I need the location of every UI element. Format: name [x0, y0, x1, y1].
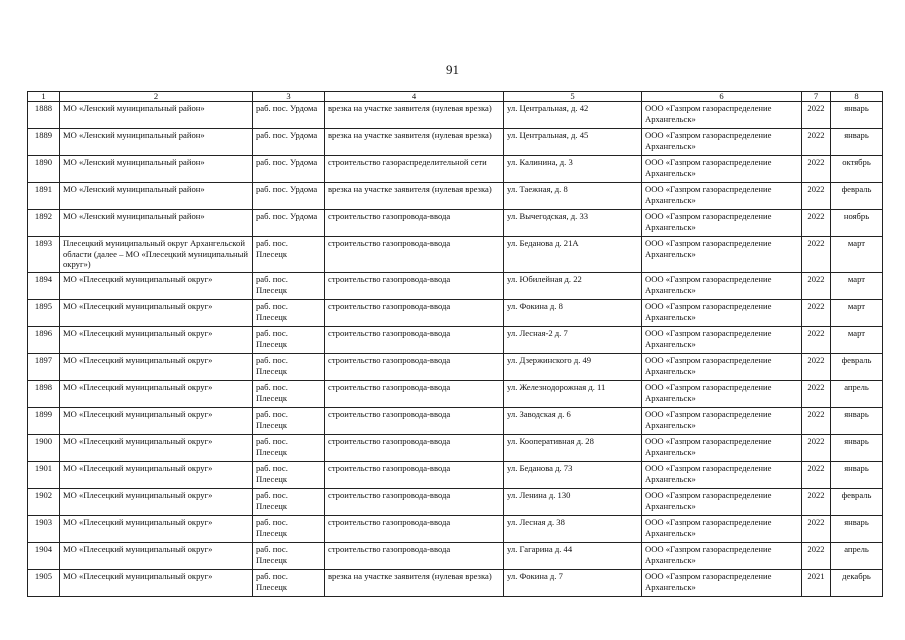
- address-cell: ул. Центральная, д. 45: [504, 129, 642, 156]
- data-table: [27, 91, 883, 597]
- municipality-cell: МО «Плесецкий муниципальный округ»: [60, 543, 253, 570]
- settlement-cell: раб. пос. Плесецк: [253, 327, 325, 354]
- table-header-row: [28, 92, 883, 102]
- row-number: 1898: [28, 381, 60, 408]
- address-cell: ул. Железнодорожная д. 11: [504, 381, 642, 408]
- year-cell: 2022: [802, 102, 831, 129]
- address-cell: ул. Заводская д. 6: [504, 408, 642, 435]
- municipality-cell: Плесецкий муниципальный округ Архангельской области (далее – МО «Плесецкий муниципальный округ»): [60, 237, 253, 273]
- address-cell: ул. Центральная, д. 42: [504, 102, 642, 129]
- row-number: 1905: [28, 570, 60, 597]
- row-number: 1904: [28, 543, 60, 570]
- year-cell: 2022: [802, 273, 831, 300]
- year-cell: 2022: [802, 489, 831, 516]
- organization-cell: ООО «Газпром газораспределение Архангельск»: [642, 543, 802, 570]
- row-number: 1897: [28, 354, 60, 381]
- work-type-cell: врезка на участке заявителя (нулевая врезка): [325, 129, 504, 156]
- table-row: [28, 237, 883, 273]
- row-number: 1893: [28, 237, 60, 273]
- organization-cell: ООО «Газпром газораспределение Архангельск»: [642, 237, 802, 273]
- municipality-cell: МО «Плесецкий муниципальный округ»: [60, 489, 253, 516]
- page-number: 91: [446, 62, 459, 77]
- year-cell: 2022: [802, 381, 831, 408]
- column-header: 6: [642, 92, 802, 102]
- organization-cell: ООО «Газпром газораспределение Архангельск»: [642, 354, 802, 381]
- organization-cell: ООО «Газпром газораспределение Архангельск»: [642, 183, 802, 210]
- work-type-cell: врезка на участке заявителя (нулевая врезка): [325, 102, 504, 129]
- organization-cell: ООО «Газпром газораспределение Архангельск»: [642, 408, 802, 435]
- work-type-cell: строительство газопровода-ввода: [325, 408, 504, 435]
- month-cell: февраль: [831, 489, 883, 516]
- organization-cell: ООО «Газпром газораспределение Архангельск»: [642, 435, 802, 462]
- column-header: 3: [253, 92, 325, 102]
- year-cell: 2022: [802, 462, 831, 489]
- column-header: 2: [60, 92, 253, 102]
- table-row: [28, 210, 883, 237]
- address-cell: ул. Таежная, д. 8: [504, 183, 642, 210]
- work-type-cell: строительство газопровода-ввода: [325, 354, 504, 381]
- year-cell: 2022: [802, 300, 831, 327]
- organization-cell: ООО «Газпром газораспределение Архангельск»: [642, 570, 802, 597]
- work-type-cell: строительство газопровода-ввода: [325, 435, 504, 462]
- row-number: 1903: [28, 516, 60, 543]
- month-cell: апрель: [831, 381, 883, 408]
- address-cell: ул. Вычегодская, д. 33: [504, 210, 642, 237]
- month-cell: ноябрь: [831, 210, 883, 237]
- month-cell: март: [831, 273, 883, 300]
- address-cell: ул. Фокина д. 8: [504, 300, 642, 327]
- table-row: [28, 102, 883, 129]
- address-cell: ул. Лесная д. 38: [504, 516, 642, 543]
- table-row: [28, 300, 883, 327]
- organization-cell: ООО «Газпром газораспределение Архангельск»: [642, 381, 802, 408]
- settlement-cell: раб. пос. Плесецк: [253, 237, 325, 273]
- municipality-cell: МО «Плесецкий муниципальный округ»: [60, 570, 253, 597]
- settlement-cell: раб. пос. Урдома: [253, 129, 325, 156]
- work-type-cell: врезка на участке заявителя (нулевая врезка): [325, 183, 504, 210]
- settlement-cell: раб. пос. Урдома: [253, 156, 325, 183]
- row-number: 1901: [28, 462, 60, 489]
- month-cell: февраль: [831, 354, 883, 381]
- month-cell: декабрь: [831, 570, 883, 597]
- address-cell: ул. Беданова д. 21А: [504, 237, 642, 273]
- settlement-cell: раб. пос. Плесецк: [253, 435, 325, 462]
- organization-cell: ООО «Газпром газораспределение Архангельск»: [642, 300, 802, 327]
- organization-cell: ООО «Газпром газораспределение Архангельск»: [642, 129, 802, 156]
- settlement-cell: раб. пос. Плесецк: [253, 273, 325, 300]
- table-row: [28, 129, 883, 156]
- month-cell: январь: [831, 516, 883, 543]
- row-number: 1889: [28, 129, 60, 156]
- settlement-cell: раб. пос. Плесецк: [253, 516, 325, 543]
- organization-cell: ООО «Газпром газораспределение Архангельск»: [642, 516, 802, 543]
- municipality-cell: МО «Ленский муниципальный район»: [60, 210, 253, 237]
- work-type-cell: врезка на участке заявителя (нулевая врезка): [325, 570, 504, 597]
- settlement-cell: раб. пос. Плесецк: [253, 570, 325, 597]
- municipality-cell: МО «Плесецкий муниципальный округ»: [60, 327, 253, 354]
- year-cell: 2022: [802, 327, 831, 354]
- address-cell: ул. Лесная-2 д. 7: [504, 327, 642, 354]
- work-type-cell: строительство газопровода-ввода: [325, 462, 504, 489]
- municipality-cell: МО «Ленский муниципальный район»: [60, 156, 253, 183]
- address-cell: ул. Калинина, д. 3: [504, 156, 642, 183]
- address-cell: ул. Кооперативная д. 28: [504, 435, 642, 462]
- work-type-cell: строительство газопровода-ввода: [325, 273, 504, 300]
- organization-cell: ООО «Газпром газораспределение Архангельск»: [642, 327, 802, 354]
- municipality-cell: МО «Плесецкий муниципальный округ»: [60, 462, 253, 489]
- row-number: 1899: [28, 408, 60, 435]
- settlement-cell: раб. пос. Урдома: [253, 183, 325, 210]
- organization-cell: ООО «Газпром газораспределение Архангельск»: [642, 489, 802, 516]
- municipality-cell: МО «Плесецкий муниципальный округ»: [60, 273, 253, 300]
- year-cell: 2022: [802, 237, 831, 273]
- municipality-cell: МО «Ленский муниципальный район»: [60, 129, 253, 156]
- column-header: 5: [504, 92, 642, 102]
- table-row: [28, 354, 883, 381]
- municipality-cell: МО «Плесецкий муниципальный округ»: [60, 516, 253, 543]
- month-cell: январь: [831, 435, 883, 462]
- month-cell: февраль: [831, 183, 883, 210]
- municipality-cell: МО «Плесецкий муниципальный округ»: [60, 381, 253, 408]
- table-row: [28, 543, 883, 570]
- month-cell: апрель: [831, 543, 883, 570]
- month-cell: октябрь: [831, 156, 883, 183]
- municipality-cell: МО «Плесецкий муниципальный округ»: [60, 300, 253, 327]
- year-cell: 2022: [802, 156, 831, 183]
- table-row: [28, 156, 883, 183]
- row-number: 1890: [28, 156, 60, 183]
- table-row: [28, 327, 883, 354]
- settlement-cell: раб. пос. Плесецк: [253, 300, 325, 327]
- organization-cell: ООО «Газпром газораспределение Архангельск»: [642, 156, 802, 183]
- table-row: [28, 516, 883, 543]
- settlement-cell: раб. пос. Урдома: [253, 210, 325, 237]
- municipality-cell: МО «Плесецкий муниципальный округ»: [60, 354, 253, 381]
- year-cell: 2022: [802, 516, 831, 543]
- organization-cell: ООО «Газпром газораспределение Архангельск»: [642, 210, 802, 237]
- settlement-cell: раб. пос. Плесецк: [253, 354, 325, 381]
- column-header: 1: [28, 92, 60, 102]
- year-cell: 2022: [802, 408, 831, 435]
- settlement-cell: раб. пос. Плесецк: [253, 408, 325, 435]
- work-type-cell: строительство газопровода-ввода: [325, 210, 504, 237]
- year-cell: 2022: [802, 354, 831, 381]
- address-cell: ул. Гагарина д. 44: [504, 543, 642, 570]
- row-number: 1891: [28, 183, 60, 210]
- municipality-cell: МО «Плесецкий муниципальный округ»: [60, 408, 253, 435]
- table-row: [28, 435, 883, 462]
- row-number: 1892: [28, 210, 60, 237]
- row-number: 1894: [28, 273, 60, 300]
- row-number: 1888: [28, 102, 60, 129]
- address-cell: ул. Дзержинского д. 49: [504, 354, 642, 381]
- year-cell: 2022: [802, 435, 831, 462]
- municipality-cell: МО «Ленский муниципальный район»: [60, 183, 253, 210]
- row-number: 1900: [28, 435, 60, 462]
- work-type-cell: строительство газораспределительной сети: [325, 156, 504, 183]
- row-number: 1902: [28, 489, 60, 516]
- settlement-cell: раб. пос. Плесецк: [253, 543, 325, 570]
- month-cell: март: [831, 327, 883, 354]
- settlement-cell: раб. пос. Плесецк: [253, 489, 325, 516]
- table-row: [28, 408, 883, 435]
- address-cell: ул. Фокина д. 7: [504, 570, 642, 597]
- month-cell: март: [831, 300, 883, 327]
- work-type-cell: строительство газопровода-ввода: [325, 327, 504, 354]
- table-row: [28, 570, 883, 597]
- month-cell: январь: [831, 408, 883, 435]
- table-row: [28, 183, 883, 210]
- column-header: 8: [831, 92, 883, 102]
- year-cell: 2021: [802, 570, 831, 597]
- year-cell: 2022: [802, 183, 831, 210]
- address-cell: ул. Беданова д. 73: [504, 462, 642, 489]
- column-header: 7: [802, 92, 831, 102]
- settlement-cell: раб. пос. Плесецк: [253, 462, 325, 489]
- organization-cell: ООО «Газпром газораспределение Архангельск»: [642, 273, 802, 300]
- work-type-cell: строительство газопровода-ввода: [325, 237, 504, 273]
- organization-cell: ООО «Газпром газораспределение Архангельск»: [642, 462, 802, 489]
- table-row: [28, 489, 883, 516]
- month-cell: январь: [831, 462, 883, 489]
- municipality-cell: МО «Плесецкий муниципальный округ»: [60, 435, 253, 462]
- year-cell: 2022: [802, 129, 831, 156]
- table-row: [28, 381, 883, 408]
- year-cell: 2022: [802, 543, 831, 570]
- work-type-cell: строительство газопровода-ввода: [325, 381, 504, 408]
- work-type-cell: строительство газопровода-ввода: [325, 516, 504, 543]
- month-cell: январь: [831, 129, 883, 156]
- month-cell: январь: [831, 102, 883, 129]
- year-cell: 2022: [802, 210, 831, 237]
- column-header: 4: [325, 92, 504, 102]
- settlement-cell: раб. пос. Плесецк: [253, 381, 325, 408]
- work-type-cell: строительство газопровода-ввода: [325, 543, 504, 570]
- table-row: [28, 462, 883, 489]
- row-number: 1895: [28, 300, 60, 327]
- settlement-cell: раб. пос. Урдома: [253, 102, 325, 129]
- address-cell: ул. Юбилейная д. 22: [504, 273, 642, 300]
- municipality-cell: МО «Ленский муниципальный район»: [60, 102, 253, 129]
- organization-cell: ООО «Газпром газораспределение Архангельск»: [642, 102, 802, 129]
- work-type-cell: строительство газопровода-ввода: [325, 489, 504, 516]
- month-cell: март: [831, 237, 883, 273]
- work-type-cell: строительство газопровода-ввода: [325, 300, 504, 327]
- address-cell: ул. Ленина д. 130: [504, 489, 642, 516]
- row-number: 1896: [28, 327, 60, 354]
- table-row: [28, 273, 883, 300]
